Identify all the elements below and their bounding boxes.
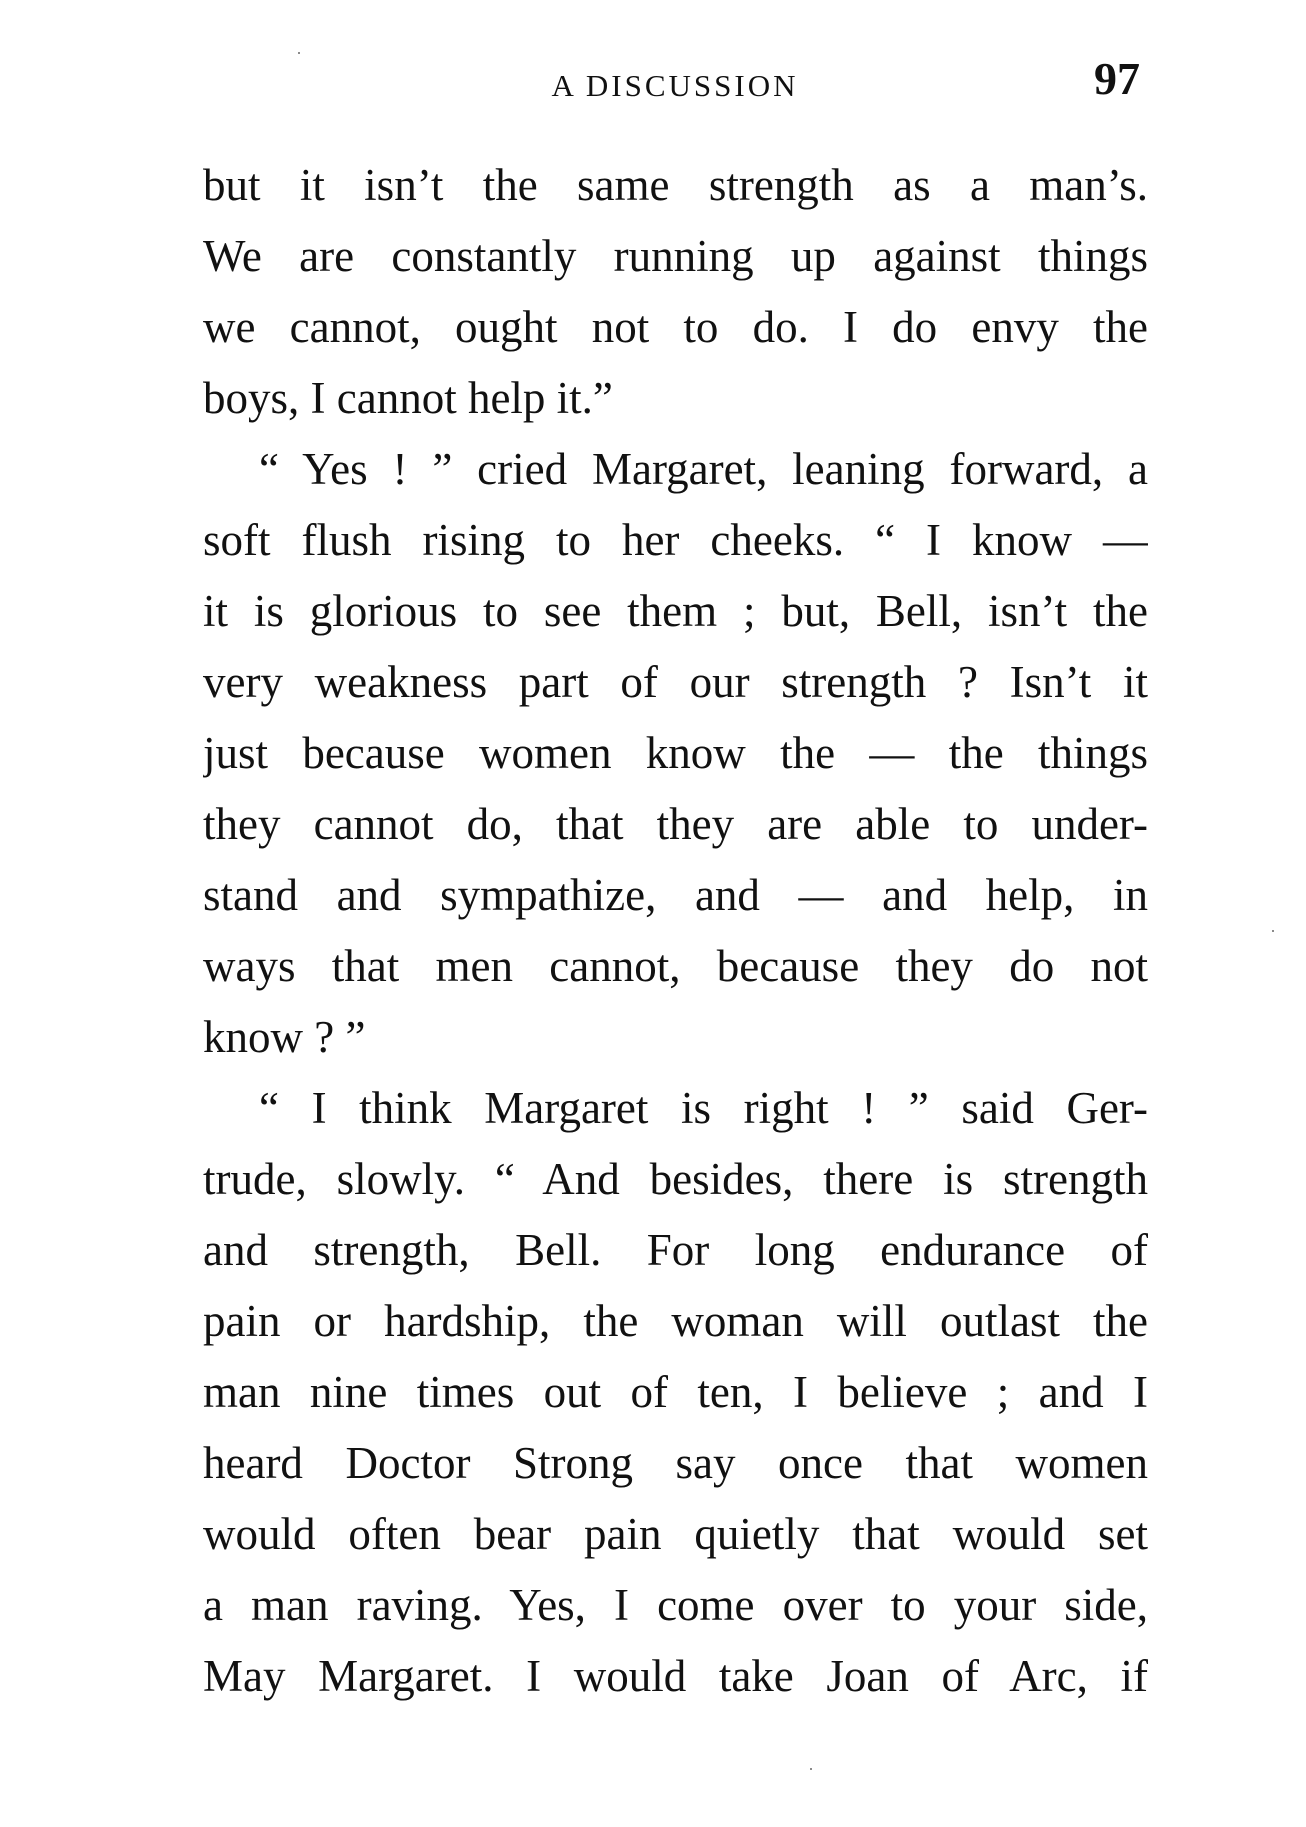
text-line: very weakness part of our strength ? Isn’t it bbox=[203, 657, 1148, 707]
text-line: just because women know the — the things bbox=[203, 728, 1148, 778]
text-line: trude, slowly. “ And besides, there is strength bbox=[203, 1154, 1148, 1204]
text-line: “ I think Margaret is right ! ” said Ger- bbox=[259, 1083, 1148, 1133]
text-line: pain or hardship, the woman will outlast the bbox=[203, 1296, 1148, 1346]
text-line: stand and sympathize, and — and help, in bbox=[203, 870, 1148, 920]
text-line: soft flush rising to her cheeks. “ I know — bbox=[203, 515, 1148, 565]
text-line: would often bear pain quietly that would set bbox=[203, 1509, 1148, 1559]
text-line: May Margaret. I would take Joan of Arc, if bbox=[203, 1651, 1148, 1701]
text-line: boys, I cannot help it.” bbox=[203, 373, 613, 423]
print-speck bbox=[1272, 930, 1274, 932]
body-text bbox=[203, 150, 1148, 1712]
text-line: a man raving. Yes, I come over to your side, bbox=[203, 1580, 1148, 1630]
running-title: A DISCUSSION bbox=[551, 68, 799, 103]
text-line: we cannot, ought not to do. I do envy the bbox=[203, 302, 1148, 352]
text-line: it is glorious to see them ; but, Bell, isn’t the bbox=[203, 586, 1148, 636]
text-line: but it isn’t the same strength as a man’s. bbox=[203, 160, 1148, 210]
text-line: heard Doctor Strong say once that women bbox=[203, 1438, 1148, 1488]
running-head bbox=[200, 52, 1150, 112]
text-line: “ Yes ! ” cried Margaret, leaning forward, a bbox=[259, 444, 1148, 494]
text-line: know ? ” bbox=[203, 1012, 366, 1062]
text-line: We are constantly running up against things bbox=[203, 231, 1148, 281]
text-line: ways that men cannot, because they do not bbox=[203, 941, 1148, 991]
text-line: man nine times out of ten, I believe ; and I bbox=[203, 1367, 1148, 1417]
text-line: they cannot do, that they are able to under- bbox=[203, 799, 1148, 849]
print-speck bbox=[298, 52, 300, 54]
page-number: 97 bbox=[1094, 53, 1140, 104]
text-line: and strength, Bell. For long endurance of bbox=[203, 1225, 1148, 1275]
print-speck bbox=[810, 1768, 812, 1770]
